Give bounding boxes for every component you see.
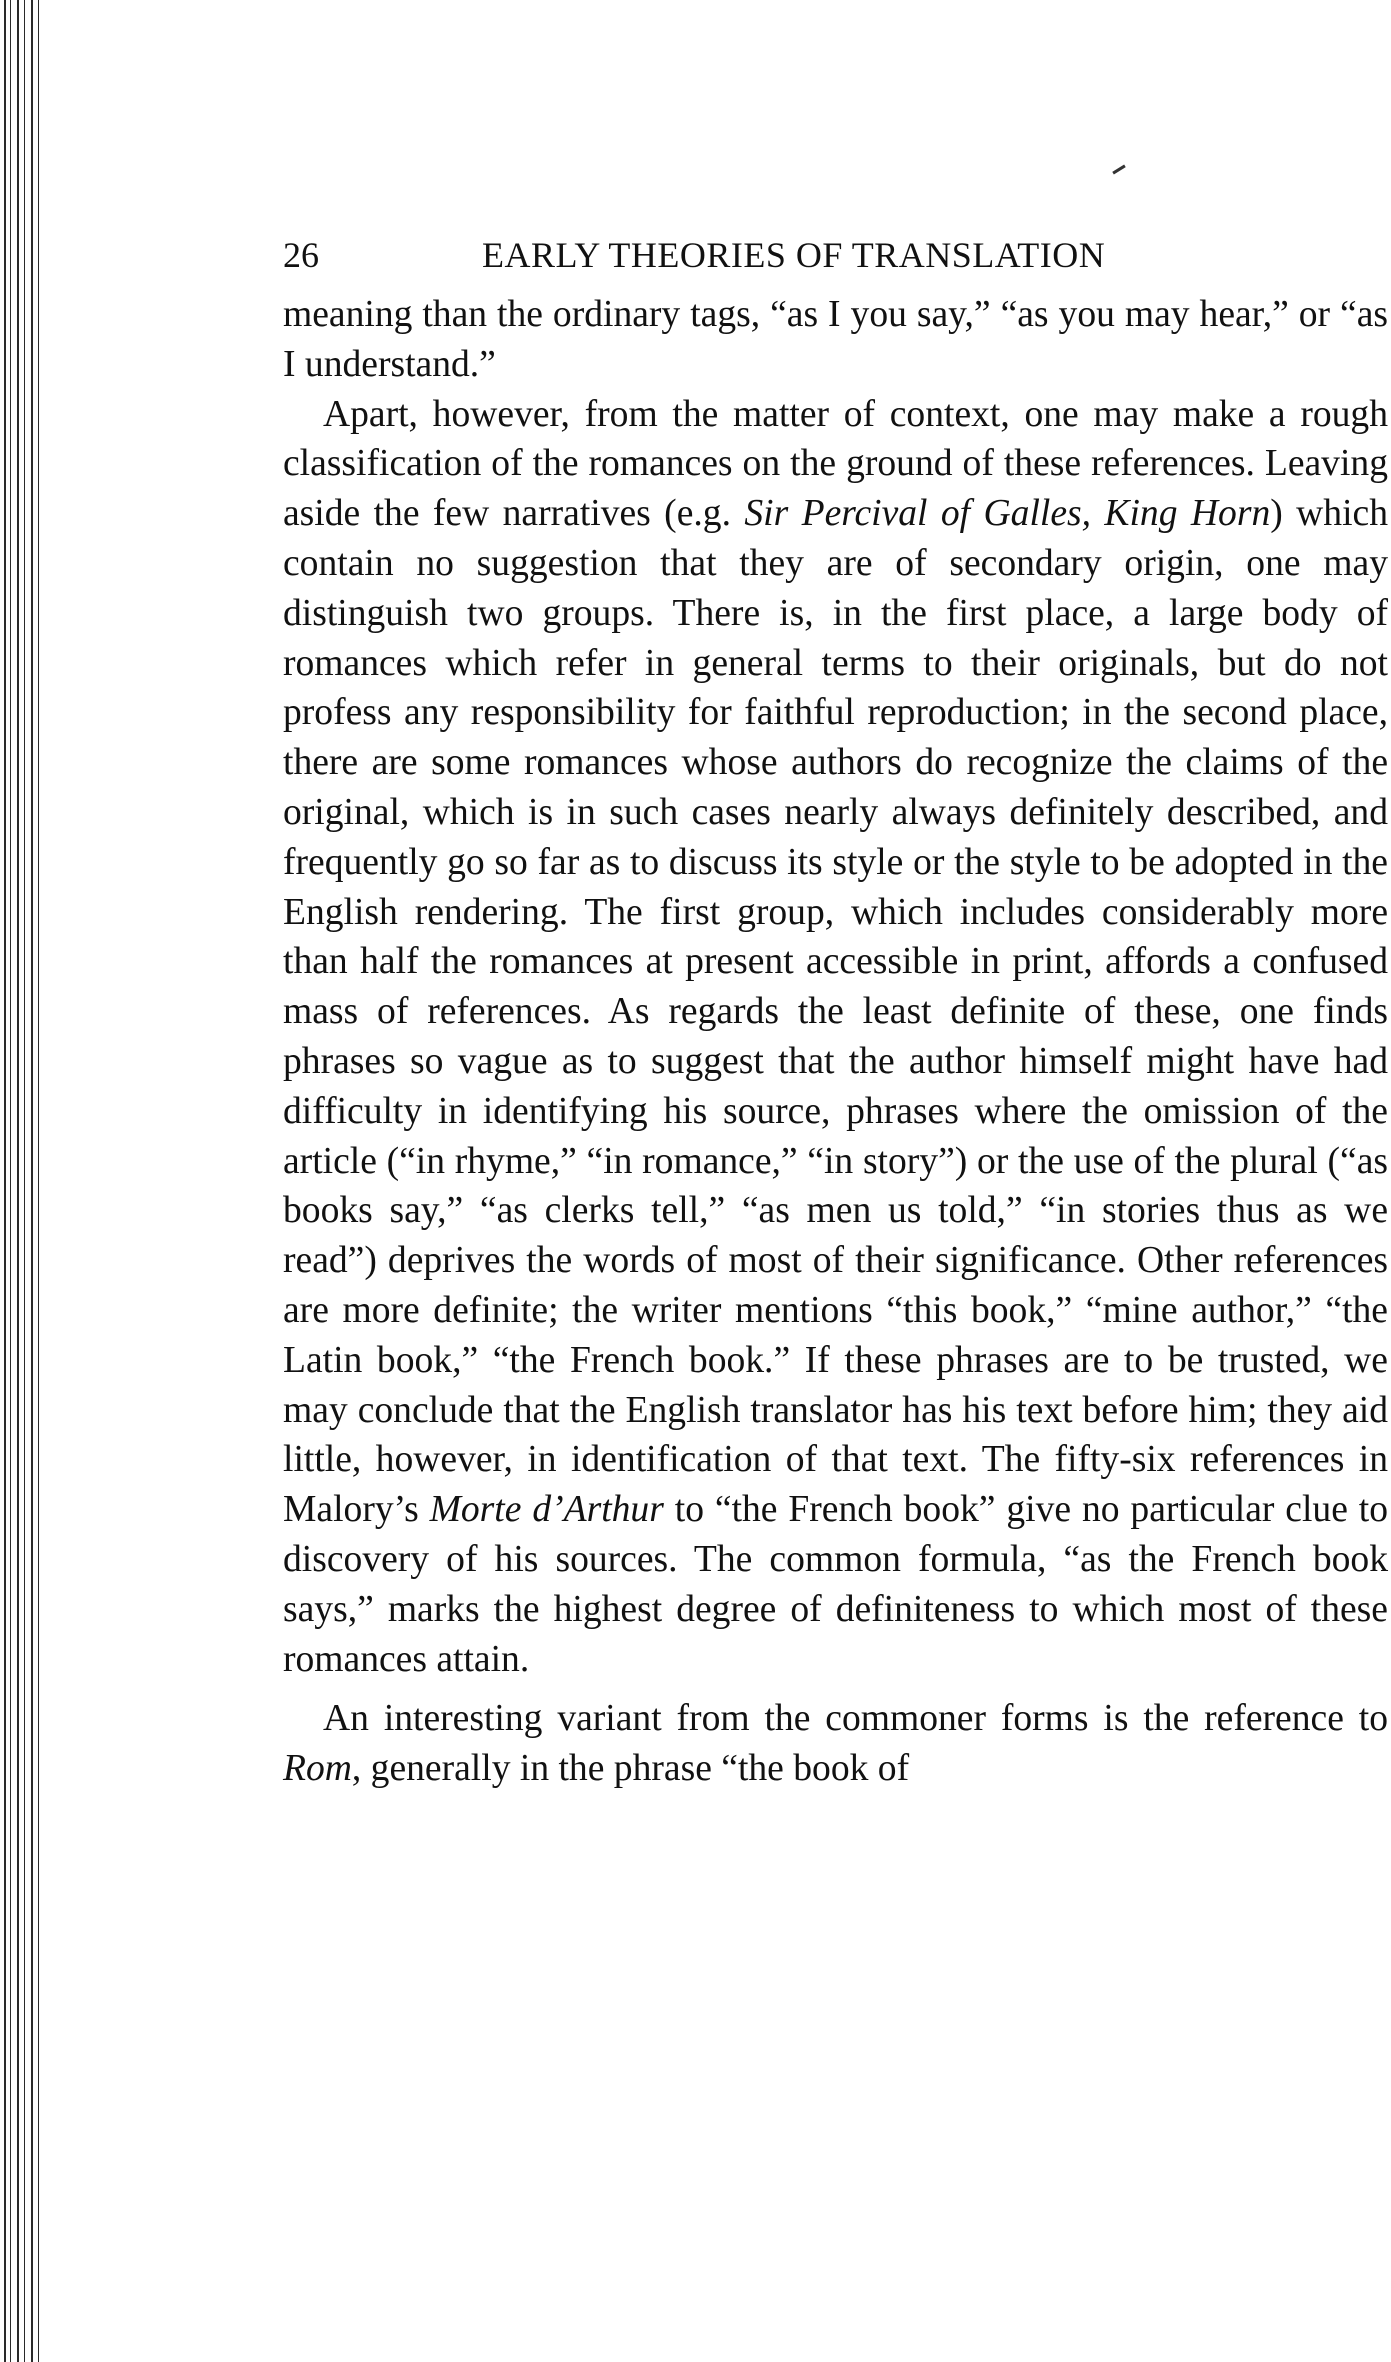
paragraph-text: ) which contain no suggestion that they are of secondary origin, one may distinguish two groups. There is, in the first place, a large body of romances which refer in general terms to their originals, but do not profess any responsibility for faithful reproduction; in the second place, there are some romances whose authors do recognize the claims of the original, which is in such cases nearly always definitely described, and frequently go so far as to discuss its style or the style to be adopted in the English rendering. The first group, which includes considerably more than half the romances at present accessible in print, affords a confused mass of references. As regards the least definite of these, one finds phrases so vague as to suggest that the author himself might have had difficulty in identifying his source, phrases where the omission of the article (“in rhyme,” “in romance,” “in story”) or the use of the plural (“as books say,” “as clerks tell,” “as men us told,” “in stories thus as we read”) deprives the words of most of their significance. Other references are more definite; the writer mentions “this book,” “mine author,” “the Latin book,” “the French book.” If these phrases are to be trusted, we may conclude that the English translator has his text before him; they aid little, however, in identification of that text. The fifty-six references in Malory’s	[283, 493, 1388, 1531]
page-number: 26	[283, 235, 319, 275]
paragraph-variant	[283, 1694, 1388, 1794]
italic-title: Sir Percival of Galles, King Horn	[744, 493, 1271, 535]
running-title: EARLY THEORIES OF TRANSLATION	[482, 235, 1106, 275]
binding-edge-lines	[0, 0, 44, 2362]
italic-title: Morte d’Arthur	[429, 1489, 664, 1531]
paragraph-text: An interesting variant from the commoner forms is the reference to	[323, 1698, 1388, 1740]
paragraph-text: , generally in the phrase “the book of	[351, 1748, 910, 1790]
paragraph-text: to “the French book” give no particular clue to discovery of his sources. The common formula, “as the French book says,” marks the highest degree of definiteness to which most of these romances attain.	[283, 1489, 1388, 1680]
ink-mark	[1112, 165, 1125, 175]
paragraph-text: Apart, however, from the matter of context, one may make a rough classification of the romances on the ground of these references. Leaving aside the few narratives (e.g.	[283, 393, 1388, 535]
body-text	[283, 290, 1388, 1794]
paragraph-text: meaning than the ordinary tags, “as I you say,” “as you may hear,” or “as I understand.”	[283, 294, 1388, 385]
book-page	[283, 200, 1388, 1794]
italic-term: Rom	[283, 1748, 352, 1790]
running-head	[283, 200, 1388, 290]
paragraph-classification	[283, 390, 1388, 1685]
paragraph-continuation	[283, 290, 1388, 390]
